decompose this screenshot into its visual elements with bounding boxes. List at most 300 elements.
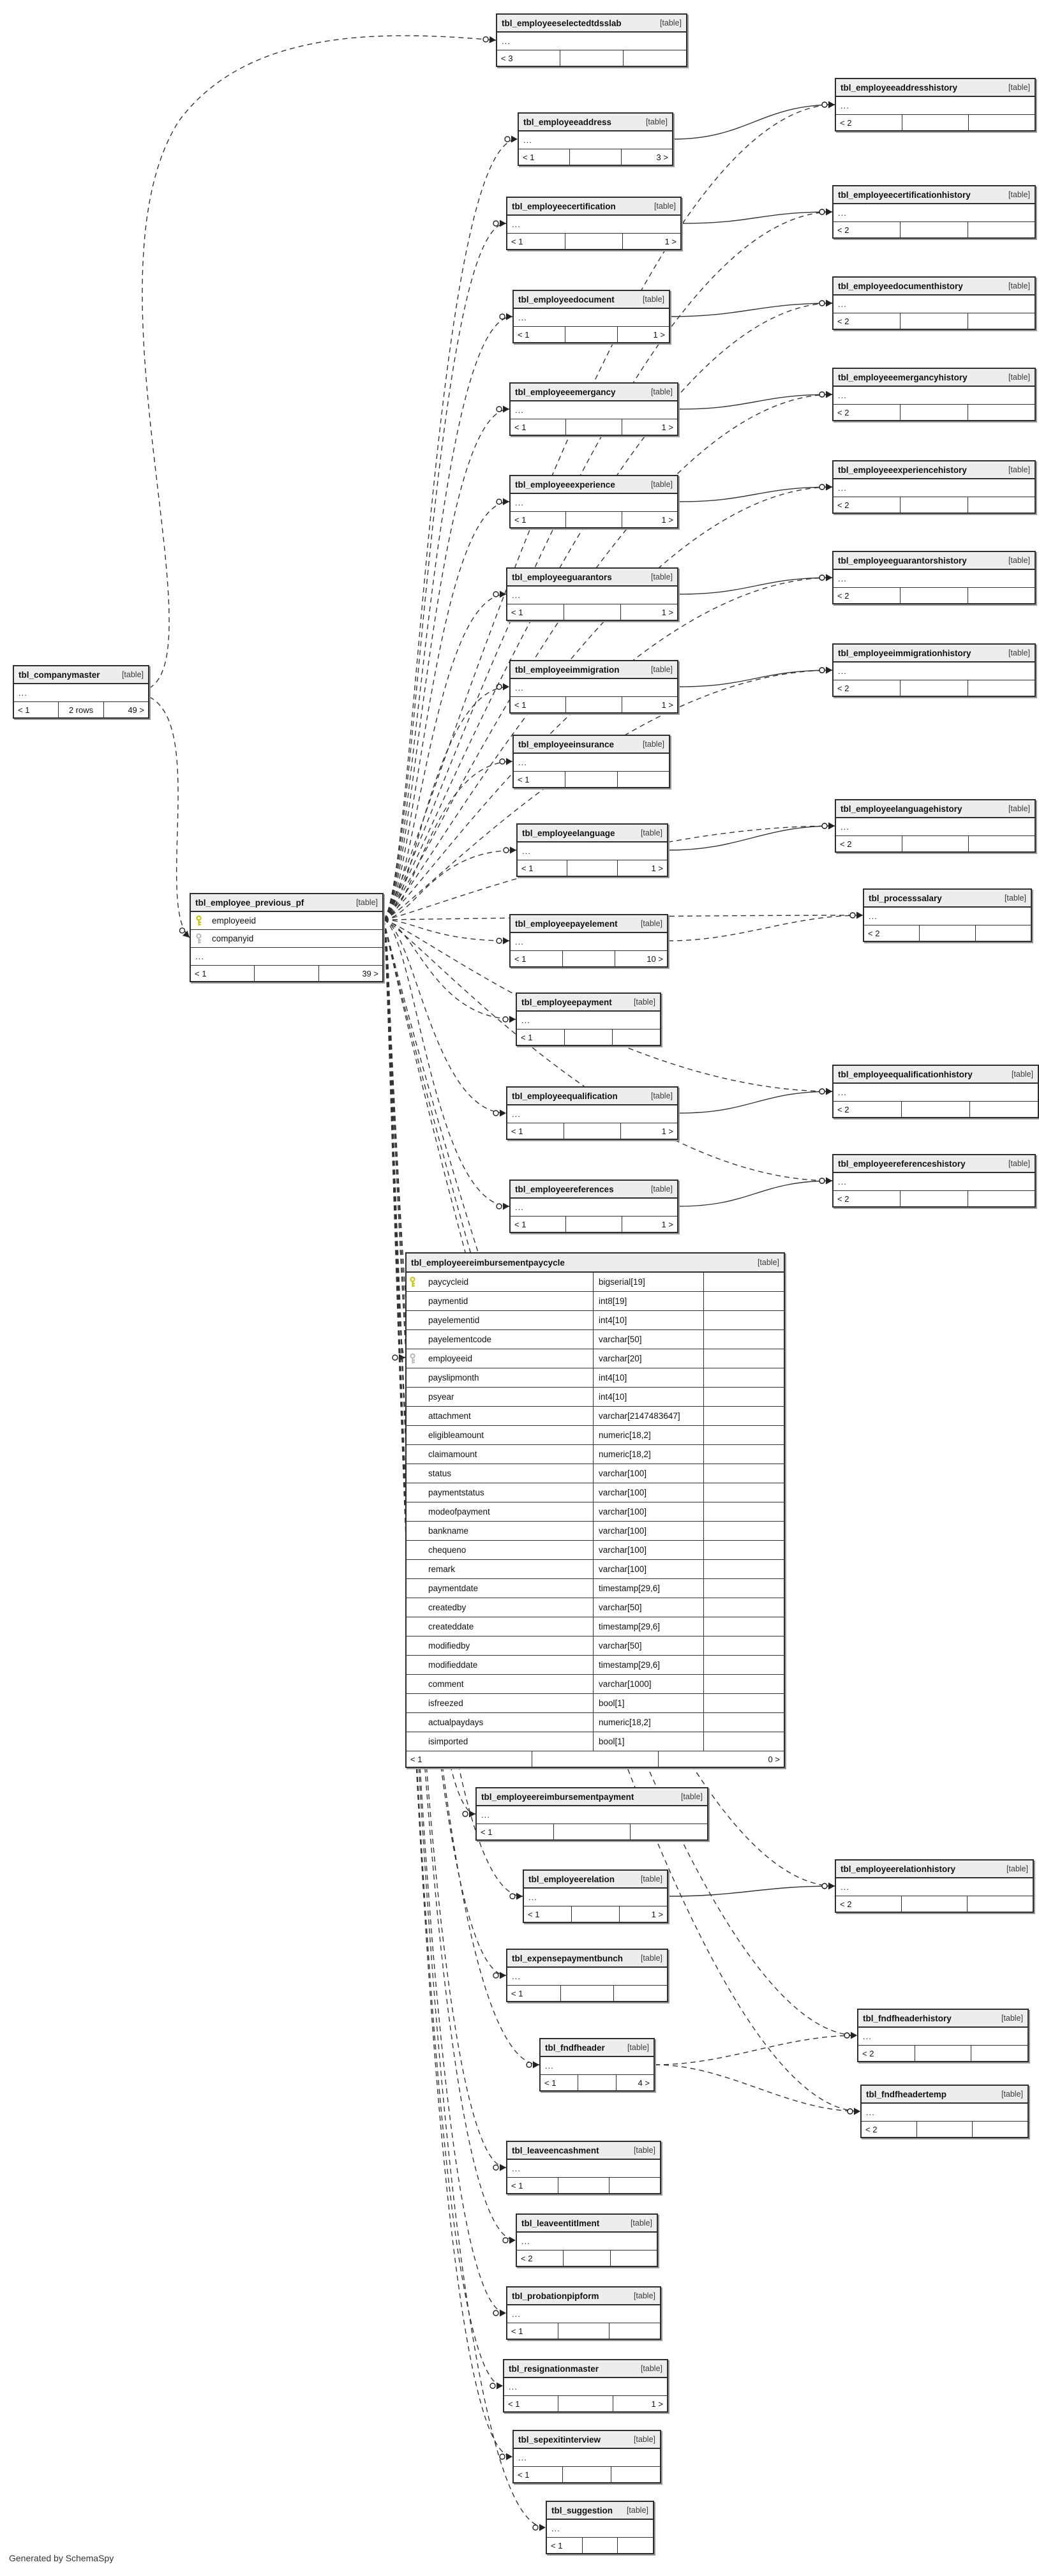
column-type: numeric[18,2] (593, 1713, 703, 1732)
table-header (14, 666, 148, 684)
column-type: varchar[50] (593, 1330, 703, 1349)
table-footer (541, 2075, 654, 2090)
table-footer (507, 2178, 660, 2193)
footer-parents: < 1 (514, 1219, 527, 1229)
table-header (518, 825, 667, 842)
primary-key-icon (409, 1277, 426, 1288)
table-header (836, 1861, 1033, 1878)
table-processsalary[interactable] (863, 888, 1032, 942)
table-header (511, 476, 677, 494)
table-header (511, 384, 677, 401)
footer-children (617, 2538, 653, 2553)
footer-children (975, 925, 1031, 941)
table-employeeexperience[interactable] (509, 475, 678, 528)
relation-line-employeerelation-employeerelationhistory (668, 1886, 835, 1896)
ellipsis-row: ... (517, 2233, 657, 2250)
table-type-tag: [table] (630, 2219, 652, 2228)
table-employeeguarantorshistory[interactable] (832, 551, 1036, 604)
ellipsis-row: ... (191, 948, 382, 966)
footer-rows (565, 772, 617, 787)
table-header (858, 2010, 1028, 2028)
footer-parents: < 2 (837, 1194, 849, 1204)
column-type: varchar[100] (593, 1483, 703, 1502)
footer-children (612, 1030, 660, 1045)
ellipsis-row: ... (833, 479, 1035, 497)
relation-line-employee_previous_pf-employeecertification (384, 223, 506, 920)
table-footer (504, 2396, 667, 2411)
footer-parents: < 2 (837, 590, 849, 601)
column-name: bankname (428, 1526, 469, 1536)
table-type-tag: [table] (1004, 894, 1026, 902)
footer-parents: < 2 (868, 928, 880, 938)
table-companymaster[interactable] (13, 665, 149, 719)
table-header (407, 1254, 784, 1273)
table-employeeimmigration[interactable] (509, 660, 678, 714)
table-type-tag: [table] (633, 2146, 655, 2155)
foreign-key-icon (195, 933, 212, 945)
column-type: varchar[100] (593, 1560, 703, 1578)
column-name: isfreezed (428, 1698, 463, 1708)
column-spacer (703, 1445, 784, 1464)
footer-parents: < 1 (195, 968, 207, 978)
footer-children (968, 588, 1035, 603)
footer-parents: < 1 (511, 607, 523, 617)
column-name: isimported (428, 1737, 468, 1746)
table-employeereimbursementpayment[interactable] (475, 1787, 708, 1841)
table-fndfheader[interactable] (539, 2038, 655, 2092)
column-spacer (703, 1464, 784, 1483)
footer-parents: < 1 (511, 236, 523, 246)
ellipsis-row: ... (833, 570, 1035, 588)
table-sepexitinterview[interactable] (512, 2430, 661, 2483)
table-type-tag: [table] (642, 295, 664, 304)
table-type-tag: [table] (650, 480, 673, 489)
table-title: tbl_companymaster (19, 670, 100, 680)
table-title: tbl_employeelanguagehistory (841, 804, 962, 814)
table-footer (833, 588, 1035, 603)
table-footer (511, 1217, 677, 1232)
footer-parents: < 1 (511, 2326, 523, 2336)
relation-line-employee_previous_pf-employeeemergancy (384, 409, 509, 920)
table-title: tbl_employeeexperiencehistory (838, 465, 967, 475)
relation-line-employee_previous_pf-employeeimmigration (384, 687, 509, 920)
footer-rows (565, 419, 621, 435)
table-employeequalification[interactable] (506, 1086, 678, 1140)
table-employeereimbursementpaycycle[interactable] (405, 1252, 785, 1768)
column-row (407, 1311, 784, 1330)
column-type: timestamp[29,6] (593, 1579, 703, 1598)
table-type-tag: [table] (627, 2043, 649, 2052)
table-header (511, 661, 677, 679)
table-footer (833, 680, 1035, 696)
column-name: eligibleamount (428, 1430, 484, 1440)
table-employeerelation[interactable] (523, 1869, 668, 1923)
column-spacer (703, 1694, 784, 1712)
footer-parents: < 1 (518, 329, 530, 340)
table-type-tag: [table] (640, 1954, 662, 1963)
table-employeepayelement[interactable] (509, 914, 668, 968)
footer-parents: < 2 (837, 407, 849, 417)
table-title: tbl_employeelanguage (522, 828, 615, 838)
table-header (547, 2502, 653, 2520)
table-header (504, 2360, 667, 2378)
column-name: payelementcode (428, 1335, 492, 1344)
footer-children: 1 > (619, 1906, 667, 1922)
footer-rows (553, 1824, 631, 1839)
table-title: tbl_employeepayment (521, 997, 612, 1007)
table-footer (477, 1824, 707, 1839)
relation-line-employeepayelement-processsalary (668, 915, 863, 941)
column-spacer (703, 1675, 784, 1693)
column-row (407, 1426, 784, 1445)
table-employee_previous_pf[interactable] (190, 893, 384, 982)
footer-children (967, 1896, 1033, 1912)
footer-children: 1 > (617, 327, 669, 342)
table-employeecertification[interactable] (506, 197, 682, 250)
table-title: tbl_employeecertification (512, 201, 616, 211)
table-type-tag: [table] (1008, 281, 1030, 290)
relation-line-employeedocument-employeedocumenthistory (670, 303, 832, 317)
table-type-tag: [table] (659, 19, 682, 27)
table-type-tag: [table] (1008, 556, 1030, 565)
column-row (407, 1732, 784, 1751)
ellipsis-row: ... (836, 818, 1035, 836)
table-footer (858, 2046, 1028, 2061)
table-employeequalificationhistory[interactable] (832, 1065, 1039, 1118)
column-row (407, 1502, 784, 1522)
relation-line-employeequalification-employeequalificationhistory (678, 1091, 832, 1113)
table-employeelanguage[interactable] (516, 823, 668, 877)
column-type: bigserial[19] (593, 1273, 703, 1291)
footer-children: 3 > (621, 149, 672, 165)
ellipsis-row: ... (862, 2104, 1028, 2122)
table-type-tag: [table] (640, 828, 662, 837)
footer-rows (562, 2467, 611, 2482)
footer-parents: < 1 (523, 152, 535, 162)
column-spacer (703, 1273, 784, 1291)
column-spacer (703, 1292, 784, 1310)
table-header (507, 1950, 667, 1968)
footer-children (610, 2250, 657, 2266)
footer-rows (919, 925, 975, 941)
footer-children (968, 1191, 1035, 1206)
column-row (407, 1541, 784, 1560)
table-title: tbl_employeedocumenthistory (838, 281, 963, 291)
table-header (833, 1155, 1035, 1173)
footer-children (617, 772, 669, 787)
column-spacer (703, 1330, 784, 1349)
table-type-tag: [table] (1008, 465, 1030, 474)
table-title: tbl_employeeemergancyhistory (838, 372, 968, 382)
footer-parents: < 1 (508, 2399, 520, 2409)
table-title: tbl_employeeimmigrationhistory (838, 648, 971, 658)
footer-rows (558, 2396, 612, 2411)
table-footer (507, 604, 677, 620)
table-employeecertificationhistory[interactable] (832, 185, 1036, 239)
table-footer (511, 512, 677, 527)
footer-parents: < 2 (837, 1104, 849, 1114)
column-type: varchar[1000] (593, 1675, 703, 1693)
table-footer (511, 951, 667, 966)
table-employeelanguagehistory[interactable] (835, 799, 1036, 853)
column-type: varchar[2147483647] (593, 1407, 703, 1425)
footer-parents: < 1 (514, 954, 527, 964)
table-employeeemergancyhistory[interactable] (832, 368, 1036, 421)
column-row (407, 1522, 784, 1541)
table-title: tbl_employeepayelement (515, 918, 618, 929)
table-title: tbl_probationpipform (512, 2291, 599, 2301)
footer-parents: < 2 (837, 225, 849, 235)
footer-parents: < 1 (511, 1988, 523, 1998)
table-footer (14, 702, 148, 717)
footer-parents: < 1 (551, 2540, 563, 2550)
ellipsis-row: ... (511, 679, 677, 697)
table-footer (514, 772, 669, 787)
ellipsis-row: ... (507, 1105, 677, 1123)
table-footer (836, 1896, 1033, 1912)
table-employeereferenceshistory[interactable] (832, 1154, 1036, 1208)
table-title: tbl_employeedocument (518, 294, 615, 304)
column-name: paycycleid (428, 1277, 469, 1287)
table-header (514, 736, 669, 754)
ellipsis-row: ... (497, 33, 686, 50)
footer-parents: < 2 (837, 683, 849, 693)
footer-parents: < 3 (501, 53, 513, 63)
table-footer (833, 1191, 1035, 1206)
table-type-tag: [table] (640, 1875, 662, 1883)
relation-line-companymaster-employeeselectedtdsslab (142, 36, 496, 688)
ellipsis-row: ... (833, 663, 1035, 680)
column-type: int8[19] (593, 1292, 703, 1310)
table-suggestion[interactable] (546, 2501, 654, 2554)
table-title: tbl_employeereimbursementpaycycle (411, 1257, 565, 1268)
footer-rows (562, 951, 615, 966)
column-name: payelementid (428, 1315, 480, 1325)
table-footer (511, 419, 677, 435)
table-fndfheaderhistory[interactable] (857, 2009, 1029, 2062)
column-spacer (703, 1713, 784, 1732)
ellipsis-row: ... (511, 933, 667, 951)
ellipsis-row: ... (836, 97, 1035, 115)
column-name: remark (428, 1564, 456, 1574)
column-name: paymentstatus (428, 1488, 484, 1497)
table-title: tbl_expensepaymentbunch (512, 1953, 624, 1963)
table-header (541, 2039, 654, 2057)
relation-line-employeeguarantors-employeeguarantorshistory (678, 578, 832, 594)
footer-parents: < 1 (410, 1754, 422, 1764)
table-title: tbl_fndfheaderhistory (863, 2013, 952, 2023)
footer-children (972, 2122, 1028, 2137)
table-type-tag: [table] (1006, 1864, 1028, 1873)
footer-parents: < 1 (511, 2180, 523, 2190)
table-employeeimmigrationhistory[interactable] (832, 643, 1036, 697)
table-header (833, 369, 1035, 387)
footer-children: 1 > (622, 1217, 677, 1232)
footer-children (968, 222, 1035, 237)
column-name: actualpaydays (428, 1718, 484, 1727)
footer-parents: < 1 (521, 863, 534, 873)
footer-parents: < 1 (511, 1126, 523, 1136)
relation-line-companymaster-employee_previous_pf (149, 697, 190, 938)
table-type-tag: [table] (650, 387, 673, 396)
ellipsis-row: ... (514, 2449, 660, 2467)
table-employeeinsurance[interactable] (512, 735, 670, 788)
footer-rows (560, 50, 623, 66)
table-type-tag: [table] (1008, 1159, 1030, 1168)
column-row (407, 1598, 784, 1617)
column-name: modeofpayment (428, 1507, 490, 1516)
column-spacer (703, 1368, 784, 1387)
column-row (407, 1330, 784, 1349)
table-employeedocument[interactable] (512, 290, 670, 343)
footer-children: 1 > (613, 2396, 667, 2411)
footer-rows (900, 497, 967, 513)
table-title: tbl_sepexitinterview (518, 2434, 601, 2445)
footer-rows (900, 680, 967, 696)
table-employeeselectedtdsslab[interactable] (496, 13, 687, 67)
footer-children: 1 > (622, 512, 677, 527)
footer-children: 49 > (103, 702, 148, 717)
table-leaveentitlment[interactable] (516, 2213, 658, 2267)
footer-parents: < 2 (840, 117, 852, 128)
table-employeeguarantors[interactable] (506, 567, 678, 621)
table-footer (511, 697, 677, 712)
footer-children (968, 497, 1035, 513)
table-type-tag: [table] (650, 573, 673, 581)
table-employeerelationhistory[interactable] (835, 1859, 1034, 1913)
footer-children (968, 115, 1035, 130)
footer-parents: < 1 (18, 705, 30, 715)
ellipsis-row: ... (507, 2160, 660, 2178)
table-type-tag: [table] (1008, 804, 1030, 813)
table-type-tag: [table] (654, 202, 676, 211)
column-type: varchar[100] (593, 1502, 703, 1521)
footer-rows (564, 1030, 612, 1045)
column-row (191, 912, 382, 930)
table-header (833, 461, 1035, 479)
table-title: tbl_leaveentitlment (521, 2218, 600, 2228)
column-name: claimamount (428, 1449, 477, 1459)
table-expensepaymentbunch[interactable] (506, 1949, 668, 2002)
table-fndfheadertemp[interactable] (860, 2085, 1029, 2138)
table-footer (407, 1751, 784, 1767)
table-title: tbl_employeeguarantors (512, 572, 612, 582)
table-footer (836, 115, 1035, 130)
footer-children (968, 405, 1035, 420)
table-employeeaddresshistory[interactable] (835, 78, 1036, 131)
table-title: tbl_employeeaddress (523, 117, 612, 127)
ellipsis-row: ... (511, 1199, 677, 1217)
footer-children: 1 > (620, 604, 677, 620)
footer-children (968, 836, 1035, 851)
footer-parents: < 1 (544, 2078, 557, 2088)
column-spacer (703, 1311, 784, 1329)
footer-rows (558, 2323, 609, 2339)
footer-parents: < 2 (840, 1899, 852, 1909)
footer-rows (916, 2122, 972, 2137)
column-spacer (703, 1636, 784, 1655)
table-title: tbl_employeequalificationhistory (838, 1069, 973, 1079)
column-name: employeeid (212, 916, 257, 925)
footer-children (611, 2467, 660, 2482)
table-probationpipform[interactable] (506, 2286, 661, 2340)
table-title: tbl_employeeimmigration (515, 664, 620, 675)
footer-rows (565, 512, 621, 527)
column-name: paymentdate (428, 1584, 479, 1593)
footer-parents: < 1 (528, 1909, 540, 1919)
footer-rows (565, 234, 623, 249)
ellipsis-row: ... (514, 309, 669, 327)
column-type: bool[1] (593, 1732, 703, 1751)
footer-rows (902, 836, 968, 851)
footer-parents: < 1 (521, 1032, 533, 1042)
footer-children: 1 > (622, 234, 680, 249)
footer-rows (564, 1123, 620, 1139)
table-footer (518, 860, 667, 876)
footer-rows (565, 697, 621, 712)
column-spacer (703, 1579, 784, 1598)
table-title: tbl_employeerelationhistory (841, 1864, 956, 1874)
column-row (407, 1675, 784, 1694)
column-row (191, 930, 382, 948)
column-name: comment (428, 1679, 464, 1689)
column-spacer (703, 1598, 784, 1617)
footer-parents: < 1 (514, 514, 527, 525)
table-type-tag: [table] (1011, 1070, 1033, 1079)
table-type-tag: [table] (650, 1091, 673, 1100)
table-employeereferences[interactable] (509, 1179, 678, 1233)
table-header (507, 2288, 660, 2305)
table-resignationmaster[interactable] (503, 2359, 668, 2413)
table-footer (833, 222, 1035, 237)
table-type-tag: [table] (1008, 648, 1030, 657)
footer-rows (563, 2250, 609, 2266)
table-employeedocumenthistory[interactable] (832, 276, 1036, 330)
column-row (407, 1445, 784, 1464)
table-footer (524, 1906, 667, 1922)
relation-line-employeecertification-employeecertificationhistory (682, 212, 832, 223)
column-name: companyid (212, 934, 254, 943)
table-leaveencashment[interactable] (506, 2141, 661, 2194)
table-header (836, 800, 1035, 818)
ellipsis-row: ... (517, 1012, 660, 1030)
table-footer (514, 327, 669, 342)
table-footer (833, 1102, 1038, 1117)
column-name: createdby (428, 1603, 467, 1612)
table-header (833, 186, 1035, 204)
column-spacer (703, 1522, 784, 1540)
table-employeeaddress[interactable] (518, 112, 673, 166)
table-type-tag: [table] (640, 2364, 662, 2373)
footer-children: 4 > (616, 2075, 654, 2090)
column-spacer (703, 1656, 784, 1674)
column-name: attachment (428, 1411, 471, 1421)
table-employeeexperiencehistory[interactable] (832, 460, 1036, 514)
footer-rows (565, 327, 617, 342)
footer-rows (900, 313, 967, 329)
column-row (407, 1483, 784, 1502)
table-footer (507, 1123, 677, 1139)
table-title: tbl_resignationmaster (509, 2363, 599, 2374)
generated-by-caption: Generated by SchemaSpy (9, 2553, 114, 2563)
column-spacer (703, 1617, 784, 1636)
table-title: tbl_employeequalification (512, 1091, 618, 1101)
footer-parents: < 1 (518, 2469, 530, 2480)
table-type-tag: [table] (642, 740, 664, 749)
table-employeeemergancy[interactable] (509, 382, 678, 436)
table-employeepayment[interactable] (516, 992, 661, 1046)
ellipsis-row: ... (477, 1806, 707, 1824)
